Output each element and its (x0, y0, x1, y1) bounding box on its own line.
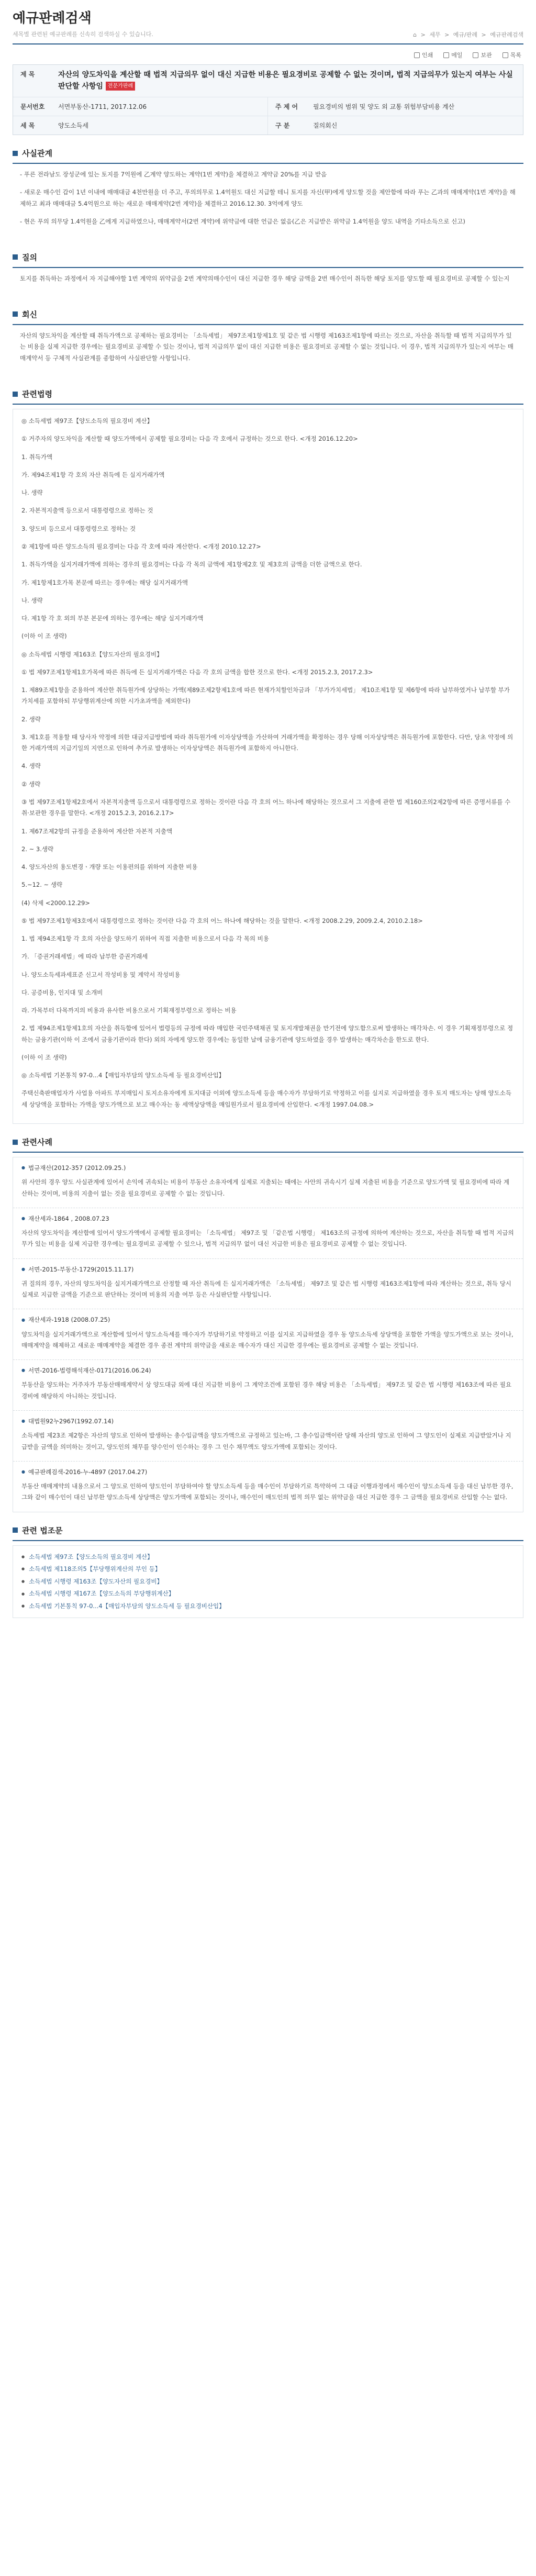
doc-number: 서면부동산-1711, 2017.12.06 (53, 97, 268, 116)
law-line: ◎ 소득세법 기본통칙 97-0...4【매입자부담의 양도소득세 등 필요경비산입】 (21, 1072, 225, 1079)
page-title: 예규판례검색 (13, 10, 92, 26)
question-section (13, 252, 523, 296)
breadcrumb-item[interactable]: 예규/판례 (453, 31, 478, 38)
case-item (13, 1157, 523, 1208)
case-body (21, 1177, 515, 1199)
question-title: 질의 (22, 252, 37, 262)
case-body (21, 1228, 515, 1250)
case-paragraph: 위 사안의 경우 양도 사실관계에 있어서 손익에 귀속되는 비용이 부동산 소유자에게 실제로 지출되는 때에는 사안의 귀속시기 실제 지출된 비용을 기준으로 양도가액 및 필요경비에 따라 계산하는 것이며, 비용의 지출이 없는 것을 필요경비로 공제할 수 없는 것입니다. (21, 1178, 510, 1197)
laws-section (13, 388, 523, 1124)
case-item (13, 1360, 523, 1411)
laws-title: 관련법령 (22, 389, 52, 399)
law-line: 1. 제89조제1항을 준용하여 계산한 취득원가에 상당하는 가액(제89조제2항제1호에 따른 현재가치할인차금과 「부가가치세법」 제10조제1항 및 제6항에 따라 납부하였거나 납부할 부가가치세를 포함하되 부당행위계산에 의한 시가초과액을 제외한다) (21, 686, 510, 705)
law-line: ③ 법 제97조제1항제2호에서 자본적지출액 등으로서 대통령령으로 정하는 것이란 다음 각 호의 어느 하나에 해당하는 것으로서 그 지출에 관한 법 제160조의2제2항에 따른 증명서류를 수취·보관한 경우를 말한다. <개정 2015.2.3, 2016.2.17> (21, 798, 511, 817)
related-law-link[interactable]: ● 소득세법 제97조【양도소득의 필요경비 계산】 (21, 1551, 515, 1564)
case-title[interactable]: ● 재산세과-1918 (2008.07.25) (21, 1314, 515, 1325)
related-title: 관련 법조문 (22, 1525, 63, 1535)
case-body (21, 1430, 515, 1453)
related-links (13, 1546, 523, 1618)
answer-title: 회신 (22, 309, 37, 319)
law-line: 2. ~ 3.생략 (21, 845, 54, 853)
section-marker-icon (13, 392, 18, 397)
law-line: ② 제1항에 따른 양도소득의 필요경비는 다음 각 호에 따라 계산한다. <개정 2010.12.27> (21, 542, 261, 550)
list-label: 목록 (510, 52, 521, 59)
doc-label: 문서번호 (20, 103, 45, 111)
case-title[interactable]: ● 서면-2015-부동산-1729(2015.11.17) (21, 1264, 515, 1275)
law-line: 나. 생략 (21, 489, 43, 497)
law-line: 3. 양도비 등으로서 대통령령으로 정하는 것 (21, 525, 136, 532)
section-marker-icon (13, 311, 18, 317)
answer-body (13, 325, 523, 376)
case-body (21, 1329, 515, 1352)
case-paragraph: 부동산을 양도하는 거주자가 부동산매매계약서 상 양도대금 외에 대신 지급한 비용이 그 계약조건에 포함된 경우 해당 비용은 「소득세법」 제97조 및 같은 법 시행령 제163조에 따른 필요경비에 해당하지 아니하는 것입니다. (21, 1381, 512, 1400)
case-paragraph: 양도차익을 실지거래가액으로 계산함에 있어서 양도소득세를 매수자가 부담하기로 약정하고 이를 실지로 지급하였을 경우 동 양도소득세 상당액을 포함한 가액을 양도가액으로 보는 것이나, 매매계약을 해제하고 새로운 매매계약을 체결한 경우 종전 계약의 위약금을 새로운 매수자가 대신 지급한 경우에는 필요경비로 공제할 수 없는 것입니다. (21, 1330, 513, 1349)
law-line: ① 거주자의 양도차익을 계산할 때 양도가액에서 공제할 필요경비는 다음 각 호에서 규정하는 것으로 한다. <개정 2016.12.20> (21, 435, 358, 443)
law-line: 4. 생략 (21, 762, 41, 770)
summary-row-tax (13, 116, 523, 135)
mail-button[interactable] (443, 51, 462, 59)
mail-label: 메일 (451, 52, 463, 59)
case-item (13, 1309, 523, 1360)
cases-title: 관련사례 (22, 1138, 52, 1147)
case-title[interactable]: ● 대법원92누2967(1992.07.14) (21, 1416, 515, 1427)
home-icon[interactable]: ⌂ (413, 31, 417, 38)
page-subtitle: 세목별 관련된 예규판례를 신속히 검색하실 수 있습니다. (13, 31, 153, 38)
related-law-link[interactable]: ● 소득세법 기본통칙 97-0...4【매입자부담의 양도소득세 등 필요경비산입】 (21, 1600, 515, 1613)
list-button[interactable] (502, 51, 521, 59)
related-law-link[interactable]: ● 소득세법 제118조의5【부당행위계산의 부인 등】 (21, 1563, 515, 1576)
law-line: ② 생략 (21, 780, 41, 788)
breadcrumb-item[interactable]: 예규판례검색 (490, 31, 523, 38)
law-line: 가. 「증권거래세법」에 따라 납부한 증권거래세 (21, 953, 148, 961)
law-line: ◎ 소득세법 제97조【양도소득의 필요경비 계산】 (21, 417, 153, 425)
law-line: 1. 취득가액을 실지거래가액에 의하는 경우의 필요경비는 다음 각 목의 금액에 제1항제2호 및 제3호의 금액을 더한 금액으로 한다. (21, 561, 362, 568)
print-button[interactable] (414, 51, 433, 59)
summary-table (13, 64, 523, 135)
print-label: 인쇄 (421, 52, 433, 59)
law-line: 다. 제1항 각 호 외의 부분 본문에 의하는 경우에는 해당 실지거래가액 (21, 615, 204, 622)
mail-icon (443, 52, 449, 58)
answer-section (13, 309, 523, 376)
case-body (21, 1278, 515, 1301)
law-line: 2. 법 제94조제1항제1호의 자산을 취득함에 있어서 법령등의 규정에 따라 매입한 국민주택채권 및 토지개발채권을 만기전에 양도함으로써 발생하는 매각차손. 이 경우 기획재정부령으로 정하는 금융기관(이하 이 조에서 금융기관이라 한다) 외의 자에게 양도한 경우에는 동일한 날에 금융기관에 양도하였을 경우 발생하는 매각차손을 한도로 한다. (21, 1024, 513, 1043)
facts-body (13, 164, 523, 239)
law-line: ◎ 소득세법 시행령 제163조【양도자산의 필요경비】 (21, 650, 163, 658)
case-paragraph: 자산의 양도차익을 계산함에 있어서 양도가액에서 공제할 필요경비는 「소득세법」 제97조 및 「같은법 시행령」 제163조의 규정에 의하여 계산하는 것으로, 자산을 취득할 때 법적 지급의무가 있는 비용을 실제 지급한 경우에는 필요경비로 공제할 수 있으나, 법적 지급의무 없이 대신 지급한 비용은 필요경비로 공제할 수 없는 것입니다. (21, 1229, 514, 1248)
related-law-link[interactable]: ● 소득세법 시행령 제163조【양도자산의 필요경비】 (21, 1576, 515, 1588)
summary-row-doc (13, 97, 523, 116)
title-label: 제 목 (20, 71, 35, 78)
case-body (21, 1481, 515, 1503)
related-section (13, 1525, 523, 1619)
law-line: 주택신축판매업자가 사업용 아파트 부지매입시 토지소유자에게 토지대금 이외에 양도소득세 등을 매수자가 부담하기로 약정하고 이를 실지로 지급하였을 경우 토지 매도자는 당해 양도소득세 상당액을 포함하는 가액을 양도가액으로 보고 매수자는 동 세액상당액을 매입원가로서 필요경비에 산입한다. <개정 1997.04.08.> (21, 1089, 511, 1108)
law-line: 1. 제67조제2항의 규정을 준용하여 계산한 자본적 지출액 (21, 827, 173, 835)
facts-paragraph: - 현은 푸의 의무당 1.4억원을 乙에게 지급하였으나, 매매계약서(2번 계약)에 위약금에 대한 언급은 없음(乙은 지급받은 위약금 1.4억원을 양도 내역을 기타소득으로 신고) (20, 217, 465, 225)
case-item (13, 1462, 523, 1512)
question-body (13, 268, 523, 296)
save-label: 보관 (481, 52, 492, 59)
case-paragraph: 귀 질의의 경우, 자산의 양도차익을 실지거래가액으로 산정할 때 자산 취득에 든 실지거래가액은 「소득세법」 제97조 및 같은 법 시행령 제163조제1항에 따라 계산하는 것으로, 취득 당시 실제로 지급한 금액을 기준으로 판단하는 것이며 비용의 지출 여부 등은 사실판단할 사항입니다. (21, 1279, 511, 1299)
facts-paragraph: - 새로운 매수인 갑이 1년 이내에 매매대금 4천만원을 더 주고, 푸의의무로 1.4억원도 대신 지급할 테니 토지를 자신(甲)에게 양도할 것을 제안함에 따라 푸는 乙과의 매매계약(1번 계약)을 해제하고 최과 매매대금 5.4억원으로 하는 새로운 매매계약(2번 계약)을 체결하고 2016.12.30. 3억에게 양도 (20, 188, 516, 208)
facts-title: 사실관계 (22, 149, 52, 159)
case-title[interactable]: ● 서면-2016-법령해석재산-0171(2016.06.24) (21, 1365, 515, 1376)
related-box (13, 1545, 523, 1619)
law-line: 다. 공증비용, 인지대 및 소개비 (21, 988, 103, 996)
case-title[interactable]: ● 법규재산(2012-357 (2012.09.25.) (21, 1163, 515, 1174)
case-paragraph: 부동산 매매계약의 내용으로서 그 양도로 인하여 양도인이 부담하여야 할 양도소득세 등을 매수인이 부담하기로 특약하여 그 대금 이행과정에서 매수인이 양도소득세 등을 대신 납부한 경우, 그와 같이 매수인이 대신 납부한 양도소득세 상당액은 양도가액에 포함되는 것이나, 매수인이 매도인의 법적 의무 없는 위약금을 대신 지급한 경우 그 금액을 필요경비로 산입할 수는 없다. (21, 1482, 513, 1501)
topic-value: 필요경비의 범위 및 양도 외 교통 위험부담비용 계산 (313, 103, 455, 111)
case-title[interactable]: ● 재산세과-1864 , 2008.07.23 (21, 1213, 515, 1224)
answer-paragraph: 자산의 양도차익을 계산할 때 취득가액으로 공제하는 필요경비는 「소득세법」 제97조제1항제1호 및 같은 법 시행령 제163조제1항에 따르는 것으로, 자산을 취득할 때 법적 지급의무가 있는 비용을 실제 지급한 경우에는 필요경비로 공제할 수 있는 것이나, 법적 지급의무 없이 대신 지급한 비용은 필요경비로 공제할 수 없는 것입니다. 이 경우, 법적 지급의무가 있는지 여부는 매매계약서 등 구체적 사실관계를 종합하여 사실판단할 사항입니다. (20, 331, 513, 362)
related-law-link[interactable]: ● 소득세법 시행령 제167조【양도소득의 부당행위계산】 (21, 1588, 515, 1600)
breadcrumb-item[interactable]: 세무 (429, 31, 441, 38)
case-item (13, 1208, 523, 1259)
save-icon (473, 52, 478, 58)
case-body (21, 1379, 515, 1402)
list-icon (502, 52, 508, 58)
law-line: 2. 자본적지출액 등으로서 대통령령으로 정하는 것 (21, 507, 153, 515)
section-marker-icon (13, 1140, 18, 1145)
law-line: 1. 법 제94조제1항 각 호의 자산을 양도하기 위하여 직접 지출한 비용으로서 다음 각 목의 비용 (21, 935, 269, 943)
law-line: 가. 제1항제1호가목 본문에 따르는 경우에는 해당 실지거래가액 (21, 578, 188, 586)
summary-title-text: 자산의 양도차익을 계산할 때 법적 지급의무 없이 대신 지급한 비용은 필요경비로 공제할 수 없는 것이며, 법적 지급의무가 있는지 여부는 사실판단할 사항임 (58, 71, 513, 91)
save-button[interactable] (473, 51, 492, 59)
case-paragraph: 소득세법 제23조 제2항은 자산의 양도로 인하여 발생하는 총수입금액을 양도가액으로 규정하고 있는바, 그 총수입금액이란 당해 자산의 양도로 인하여 그 양도인이 실제로 지급받았거나 지급받을 금액을 의미하는 것이고, 양도인의 채무를 양수인이 인수하는 경우 그 인수 채무액도 양도가액에 포함되는 것이다. (21, 1432, 511, 1451)
section-marker-icon (13, 151, 18, 156)
law-line: (4) 삭제 <2000.12.29> (21, 899, 90, 907)
law-line: 3. 제1호를 적용할 때 당사자 약정에 의한 대금지급방법에 따라 취득원가에 이자상당액을 가산하여 거래가액을 확정하는 경우 당해 이자상당액은 취득원가에 포함한다. 다만, 당초 약정에 의한 거래가액의 지급기일의 지연으로 인하여 추가로 발생하는 이자상당액은 취득원가에 포함하지 아니한다. (21, 733, 513, 752)
cases-section (13, 1136, 523, 1512)
law-line: (이하 이 조 생략) (21, 1053, 67, 1061)
laws-body (13, 409, 523, 1123)
summary-title (53, 65, 523, 97)
expert-badge: 전문가판례 (106, 82, 135, 91)
toolbar (0, 44, 536, 64)
kind-value: 질의회신 (313, 122, 338, 130)
print-icon (414, 52, 420, 58)
law-line: 나. 양도소득세과세표준 신고서 작성비용 및 계약서 작성비용 (21, 971, 181, 978)
breadcrumb: ⌂ > 세무 > 예규/판례 > 예규판례검색 (413, 31, 523, 38)
tax-label: 세 목 (20, 122, 35, 130)
summary-row-title (13, 65, 523, 97)
law-line: ⑤ 법 제97조제1항제3호에서 대통령령으로 정하는 것이란 다음 각 호의 어느 하나에 해당하는 것을 말한다. <개정 2008.2.29, 2009.2.4, 2010.2.18> (21, 917, 423, 924)
law-line: 2. 생략 (21, 715, 41, 723)
cases-box (13, 1157, 523, 1512)
kind-label: 구 분 (275, 122, 290, 130)
section-marker-icon (13, 254, 18, 260)
facts-paragraph: - 푸른 전라남도 장성군에 있는 토지를 7억원에 乙계약 양도하는 계약(1번 계약)을 체결하고 계약금 20%를 지급 받음 (20, 171, 327, 179)
question-paragraph: 토지를 취득하는 과정에서 자 지급해야할 1번 계약의 위약금을 2번 계약의매수인이 대신 지급한 경우 해당 금액을 2번 매수인이 취득한 해당 토지를 양도할 때 필요경비로 공제할 수 있는지 (20, 274, 510, 282)
case-title[interactable]: ● 예규판례검색-2016-누-4897 (2017.04.27) (21, 1467, 515, 1478)
topic-label: 주 제 어 (275, 103, 298, 111)
case-item (13, 1411, 523, 1462)
section-marker-icon (13, 1527, 18, 1533)
law-line: 가. 제94조제1항 각 호의 자산 취득에 든 실지거래가액 (21, 471, 165, 478)
law-line: 5.~12. ~ 생략 (21, 881, 63, 889)
law-line: 나. 생략 (21, 596, 43, 604)
law-line: 4. 양도자산의 용도변경ㆍ개량 또는 이용편의를 위하여 지출한 비용 (21, 863, 198, 871)
law-line: ① 법 제97조제1항제1호가목에 따른 취득에 든 실지거래가액은 다음 각 호의 금액을 합한 것으로 한다. <개정 2015.2.3, 2017.2.3> (21, 668, 373, 676)
law-line: (이하 이 조 생략) (21, 632, 67, 640)
law-line: 라. 가목부터 다목까지의 비용과 유사한 비용으로서 기획재정부령으로 정하는 비용 (21, 1007, 237, 1014)
laws-box (13, 409, 523, 1124)
facts-section (13, 148, 523, 239)
case-item (13, 1259, 523, 1310)
law-line: 1. 취득가액 (21, 453, 53, 461)
tax-value: 양도소득세 (53, 116, 268, 135)
